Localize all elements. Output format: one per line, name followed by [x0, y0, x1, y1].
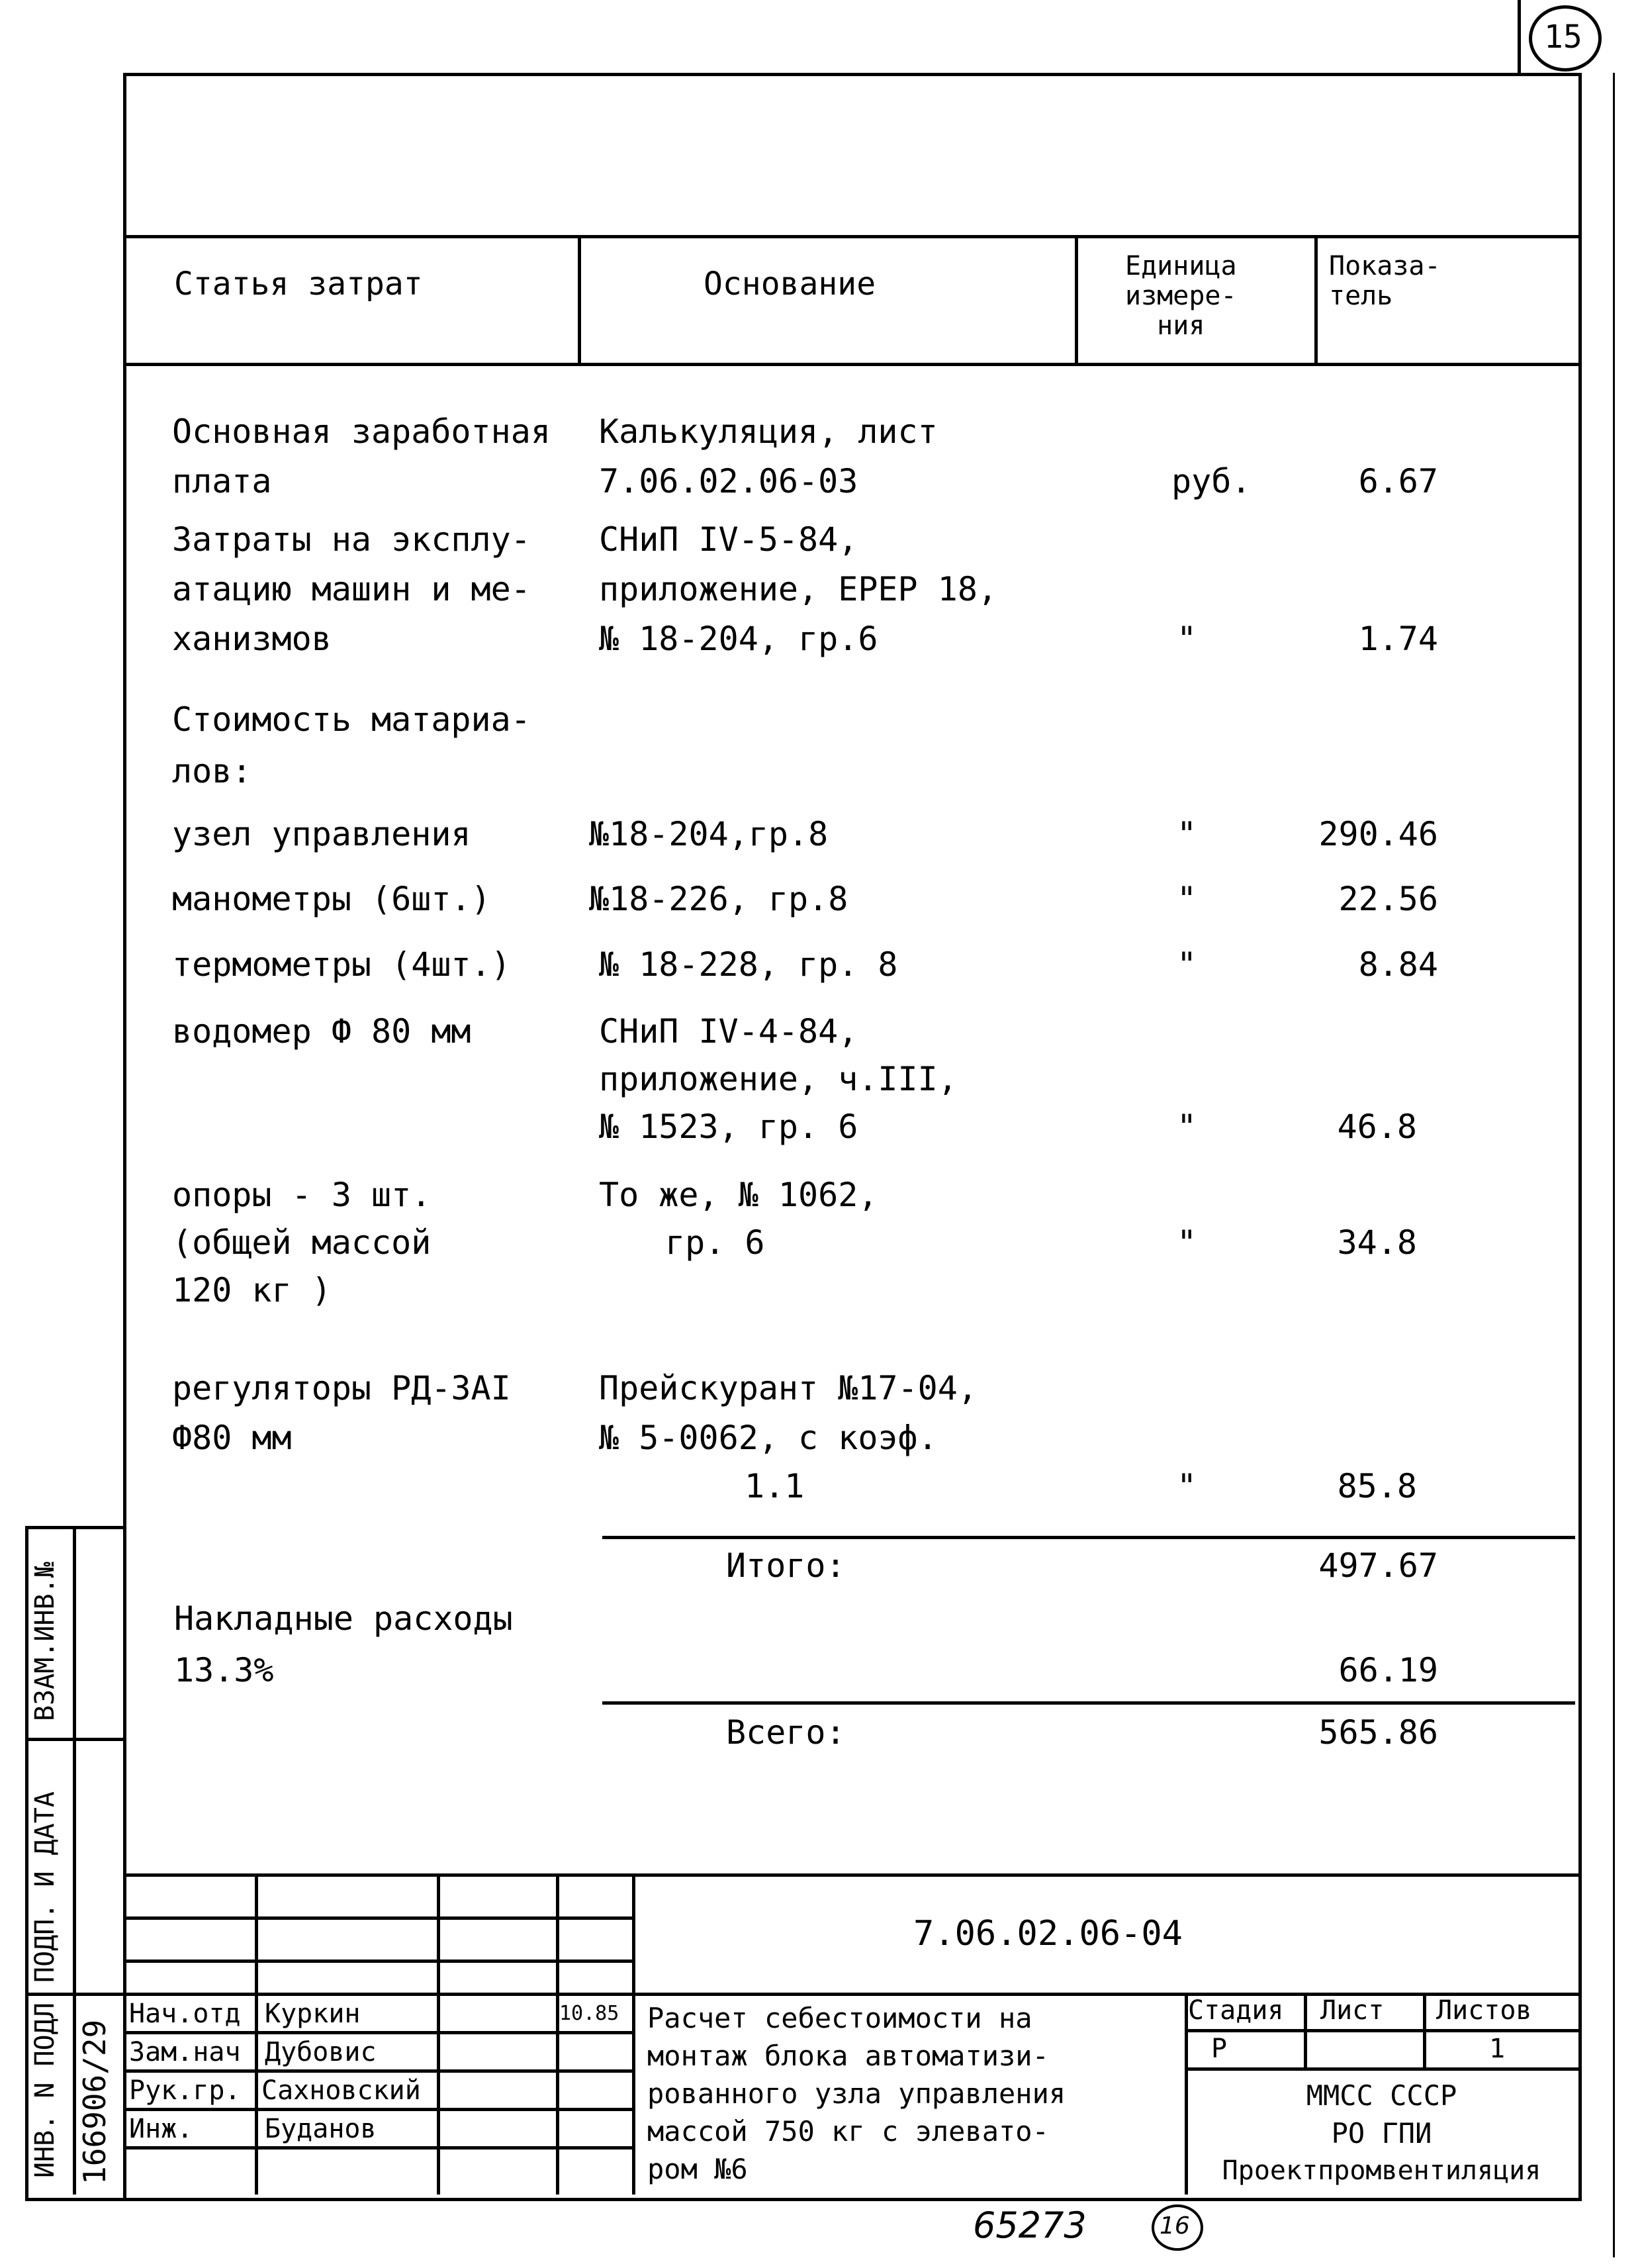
row-item-line: манометры (6шт.): [172, 880, 491, 918]
col-header-value-line: Показа-: [1329, 251, 1441, 281]
header-divider-2: [1075, 235, 1078, 366]
row-value: 34.8: [1337, 1223, 1417, 1262]
row-value: 85.8: [1337, 1467, 1417, 1505]
col-header-item: Статья затрат: [174, 265, 423, 303]
row-item-line: плата: [172, 462, 272, 500]
overhead-value: 66.19: [1338, 1651, 1438, 1689]
row-basis-line: Прейскурант №17-04,: [599, 1369, 978, 1407]
row-item-line: лов:: [172, 752, 252, 790]
org-line: Проектпромвентиляция: [1222, 2155, 1541, 2186]
header-divider-1: [578, 235, 581, 366]
stage-row-line: [1185, 2067, 1582, 2071]
doc-title: [647, 1999, 1066, 2188]
col-header-unit-line: измере-: [1125, 280, 1237, 311]
row-unit: руб.: [1171, 462, 1252, 500]
side-stamp-inv-number: 166906/29: [77, 2019, 113, 2185]
total-line: [602, 1701, 1575, 1705]
sheets-label: Листов: [1436, 1995, 1532, 2026]
row-basis-line: №18-204,гр.8: [589, 815, 829, 853]
overhead-label-line: Накладные расходы: [174, 1599, 513, 1638]
archive-number: 65273: [973, 2204, 1087, 2246]
row-item-line: регуляторы РД-3АI: [172, 1369, 511, 1407]
row-item-line: Основная заработная: [172, 412, 551, 451]
row-item-line: узел управления: [172, 815, 471, 853]
row-value: 6.67: [1358, 462, 1438, 500]
row-item-line: термометры (4шт.): [172, 945, 511, 984]
subtotal-value: 497.67: [1318, 1546, 1438, 1585]
col-header-basis: Основание: [704, 265, 876, 303]
row-value: 290.46: [1318, 815, 1438, 853]
row-item-line: опоры - 3 шт.: [172, 1176, 432, 1214]
doc-title-line: монтаж блока автоматизи-: [647, 2040, 1049, 2072]
row-value: 22.56: [1338, 880, 1438, 918]
row-basis-line: приложение, ч.III,: [599, 1060, 958, 1098]
row-unit: ": [1177, 1467, 1197, 1505]
org-line: ММСС СССР: [1306, 2079, 1457, 2112]
stage-label: Стадия: [1188, 1995, 1284, 2026]
signer-date: 10.85: [559, 2002, 619, 2025]
row-basis-line: 1.1: [745, 1467, 805, 1505]
overhead-label-line: 13.3%: [174, 1651, 274, 1689]
col-header-unit-line: ния: [1157, 310, 1205, 341]
org-line: РО ГПИ: [1331, 2117, 1432, 2150]
right-margin-line: [1613, 73, 1615, 2257]
signer-role: Нач.отд: [129, 1999, 241, 2029]
side-stamp-divider: [73, 1526, 76, 2195]
signer-name: Куркин: [265, 1999, 361, 2029]
row-unit: ": [1177, 945, 1197, 984]
title-block-col: [437, 1873, 440, 2195]
row-item-line: (общей массой: [172, 1223, 432, 1262]
signer-name: Буданов: [265, 2114, 377, 2144]
doc-title-line: Расчет себестоимости на: [647, 2002, 1032, 2034]
signer-role: Зам.нач: [129, 2037, 241, 2067]
header-bottom-line: [123, 363, 1582, 366]
row-basis-line: № 1523, гр. 6: [599, 1108, 858, 1146]
row-item-line: Ф80 мм: [172, 1419, 292, 1457]
doc-title-line: рованного узла управления: [647, 2077, 1066, 2110]
row-basis-line: №18-226, гр.8: [589, 880, 848, 918]
signer-name: Дубовис: [265, 2037, 377, 2067]
page-number: 15: [1544, 19, 1582, 56]
side-stamp-sep-2: [25, 1993, 123, 1996]
row-basis-line: Калькуляция, лист: [599, 412, 938, 451]
col-header-unit: [1125, 252, 1237, 340]
row-item-line: ханизмов: [172, 620, 332, 658]
row-basis-line: 7.06.02.06-03: [599, 462, 858, 500]
row-basis-line: № 5-0062, с коэф.: [599, 1419, 938, 1457]
header-divider-3: [1314, 235, 1318, 366]
title-block-top: [123, 1873, 1582, 1877]
stage-value: Р: [1211, 2034, 1228, 2064]
row-basis-line: СНиП IV-5-84,: [599, 520, 858, 559]
row-basis-line: приложение, ЕРЕР 18,: [599, 570, 998, 608]
subtotal-label: Итого:: [726, 1546, 846, 1585]
col-header-value-line: тель: [1329, 280, 1393, 311]
row-unit: ": [1177, 1223, 1197, 1262]
signer-role: Рук.гр.: [129, 2075, 241, 2106]
row-item-line: 120 кг ): [172, 1271, 332, 1309]
header-top-line: [123, 235, 1582, 238]
row-basis-line: СНиП IV-4-84,: [599, 1012, 858, 1051]
col-header-unit-line: Единица: [1125, 251, 1237, 281]
doc-title-line: ром №6: [647, 2153, 748, 2185]
org-block: [1188, 2077, 1575, 2190]
doc-code: 7.06.02.06-04: [913, 1914, 1183, 1954]
doc-title-line: массой 750 кг с элевато-: [647, 2115, 1049, 2148]
row-unit: ": [1177, 1108, 1197, 1146]
total-label: Всего:: [726, 1713, 846, 1752]
row-item-line: Стоимость матариа-: [172, 700, 531, 739]
footer-page-number: 16: [1160, 2212, 1190, 2240]
subtotal-line: [602, 1536, 1575, 1539]
side-stamp-inv: ИНВ. N ПОДЛ: [30, 2003, 60, 2178]
sheets-value: 1: [1489, 2034, 1506, 2064]
row-item-line: атацию машин и ме-: [172, 570, 531, 608]
row-basis-line: гр. 6: [665, 1223, 765, 1262]
row-basis-line: № 18-204, гр.6: [599, 620, 878, 658]
side-stamp-sep-1: [25, 1738, 123, 1741]
row-value: 46.8: [1337, 1108, 1417, 1146]
row-value: 1.74: [1358, 620, 1438, 658]
side-stamp-podp: ПОДП. И ДАТА: [30, 1791, 60, 1983]
title-block-col: [556, 1873, 559, 2195]
row-unit: ": [1177, 880, 1197, 918]
row-value: 8.84: [1358, 945, 1438, 984]
row-unit: ": [1177, 620, 1197, 658]
signer-role: Инж.: [129, 2114, 193, 2144]
row-basis-line: № 18-228, гр. 8: [599, 945, 898, 984]
sheet-label: Лист: [1320, 1995, 1385, 2026]
row-basis-line: То же, № 1062,: [599, 1176, 878, 1214]
row-item-line: водомер Ф 80 мм: [172, 1012, 471, 1051]
total-value: 565.86: [1318, 1713, 1438, 1752]
title-block-col: [632, 1873, 635, 2195]
row-item-line: Затраты на эксплу-: [172, 520, 531, 559]
page-number-bar: [1518, 0, 1521, 73]
side-stamp-vzam: ВЗАМ.ИНВ.№: [30, 1562, 60, 1721]
row-unit: ": [1177, 815, 1197, 853]
signer-name: Сахновский: [261, 2075, 421, 2106]
col-header-value: [1329, 252, 1441, 311]
stage-row-line: [1185, 2029, 1582, 2032]
title-block-col: [255, 1873, 258, 2195]
